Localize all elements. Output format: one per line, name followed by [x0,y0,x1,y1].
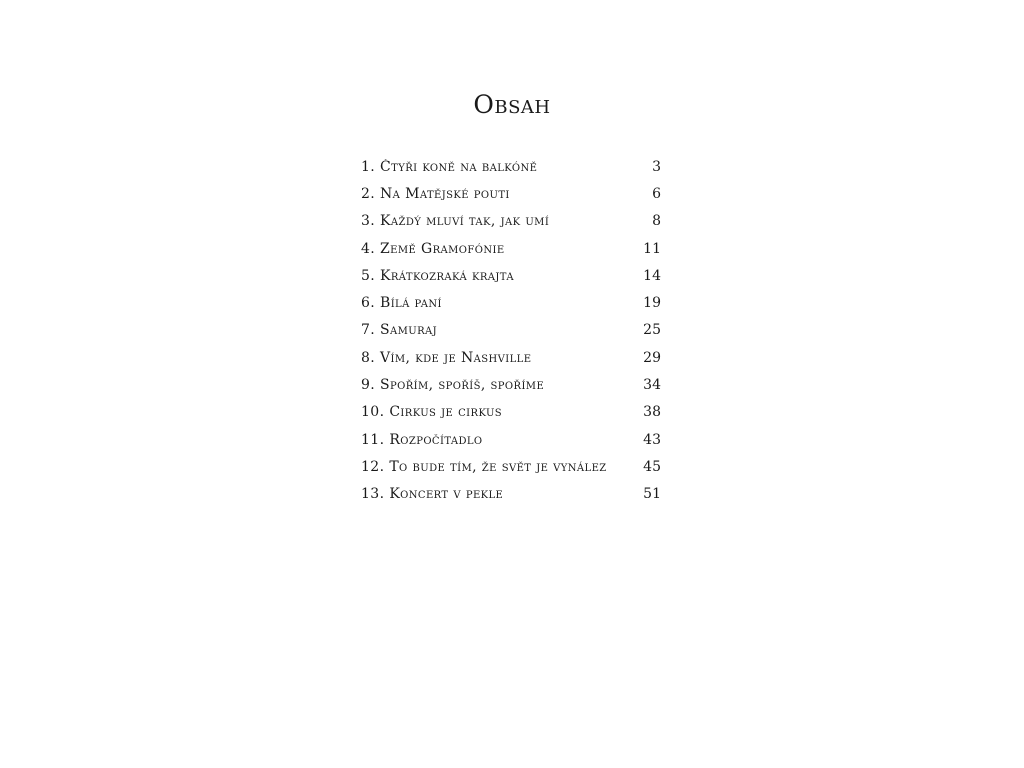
toc-entry-page-number: 19 [643,295,661,312]
toc-entry [361,371,661,398]
page-title: Obsah [473,90,551,119]
toc-entry [361,180,661,207]
toc-entry-title: 9. Spořím, spoříš, spoříme [361,377,545,394]
toc-entry [361,208,661,235]
toc-entry [361,317,661,344]
toc-entry-title: 3. Každý mluví tak, jak umí [361,213,550,230]
toc-entry-title: 6. Bílá paní [361,295,442,312]
toc-entry-page-number: 38 [643,404,661,421]
toc-entry-page-number: 3 [652,158,661,175]
toc-entry-title: 5. Krátkozraká krajta [361,267,514,284]
toc-entry-title: 10. Cirkus je cirkus [361,404,503,421]
toc-entry [361,453,661,480]
toc-entry-page-number: 25 [643,322,661,339]
toc-entry-page-number: 8 [652,213,661,230]
toc-entry-title: 4. Země Gramofónie [361,240,505,257]
toc-entry-title: 2. Na Matějské pouti [361,185,510,202]
toc-entry-title: 11. Rozpočítadlo [361,431,483,448]
toc-entry-title: 8. Vím, kde je Nashville [361,349,532,366]
toc-entry [361,289,661,316]
toc-entry [361,481,661,508]
toc-entry [361,235,661,262]
toc-entry [361,399,661,426]
toc-entry-title: 12. To bude tím, že svět je vynález [361,458,607,475]
toc-entry [361,153,661,180]
toc-entry-page-number: 14 [643,267,661,284]
toc-entry-title: 13. Koncert v pekle [361,486,504,503]
toc-entry-page-number: 6 [652,185,661,202]
toc-entry-page-number: 29 [643,349,661,366]
toc-entry-page-number: 45 [643,458,661,475]
toc-entry-title: 1. Čtyři koně na balkóně [361,158,538,175]
toc-entry [361,262,661,289]
toc-entry [361,426,661,453]
toc-entry-page-number: 51 [643,486,661,503]
table-of-contents [361,153,661,508]
toc-entry-title: 7. Samuraj [361,322,438,339]
toc-entry-page-number: 11 [643,240,661,257]
toc-entry-page-number: 34 [643,377,661,394]
toc-entry [361,344,661,371]
toc-entry-page-number: 43 [643,431,661,448]
